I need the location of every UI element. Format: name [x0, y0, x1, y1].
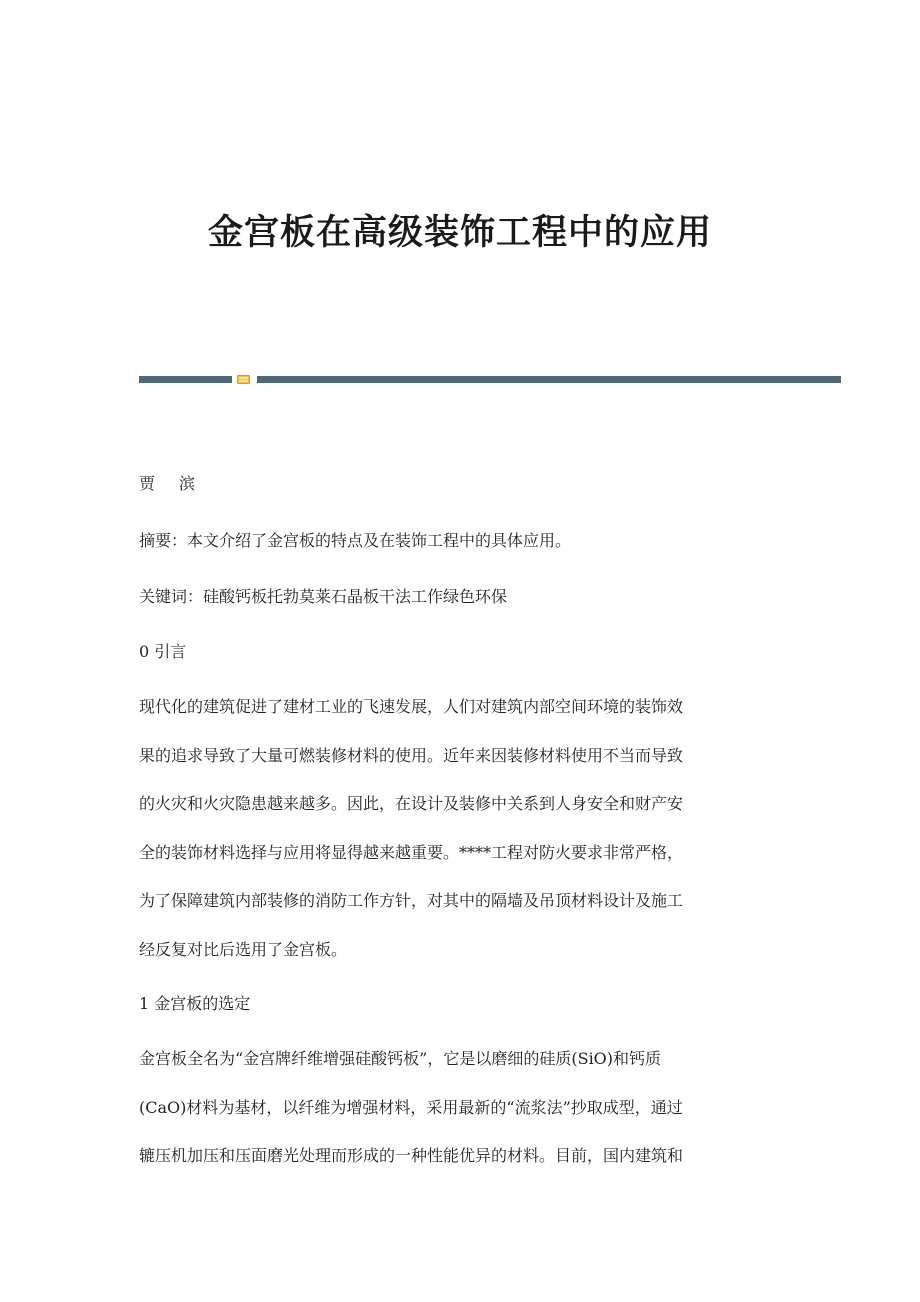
author-surname: 贾: [139, 474, 156, 493]
author-line: [139, 474, 779, 494]
paragraph-line: 辘压机加压和压面磨光处理而形成的一种性能优异的材料。目前，国内建筑和: [139, 1146, 684, 1166]
title-divider: [139, 375, 841, 384]
paragraph-line: 全的装饰材料选择与应用将显得越来越重要。****工程对防火要求非常严格，: [139, 842, 684, 862]
paragraph-selection: [139, 1049, 779, 1195]
abstract: 摘要：本文介绍了金宫板的特点及在装饰工程中的具体应用。: [139, 531, 572, 550]
divider-ornament-icon: [237, 375, 250, 384]
author-given-name: 滨: [179, 474, 196, 493]
keywords: 关键词：硅酸钙板托勃莫莱石晶板干法工作绿色环保: [139, 587, 508, 606]
paragraph-line: 为了保障建筑内部装修的消防工作方针，对其中的隔墙及吊顶材料设计及施工: [139, 891, 684, 911]
section-heading-introduction: 0 引言: [139, 642, 187, 661]
paragraph-line: 果的追求导致了大量可燃装修材料的使用。近年来因装修材料使用不当而导致: [139, 745, 684, 765]
paragraph-line: 金宫板全名为“金宫牌纤维增强硅酸钙板”，它是以磨细的硅质(SiO)和钙质: [139, 1049, 662, 1068]
section-heading-selection: 1 金宫板的选定: [139, 994, 251, 1013]
paragraph-line: (CaO)材料为基材，以纤维为增强材料，采用最新的“流浆法”抄取成型，通过: [139, 1097, 683, 1117]
paragraph-line: 现代化的建筑促进了建材工业的飞速发展，人们对建筑内部空间环境的装饰效: [139, 697, 684, 716]
document-title: 金宫板在高级装饰工程中的应用: [207, 212, 712, 253]
paragraph-line: 经反复对比后选用了金宫板。: [139, 939, 348, 959]
paragraph-line: 的火灾和火灾隐患越来越多。因此，在设计及装修中关系到人身安全和财产安: [139, 794, 684, 814]
divider-bar-left: [139, 376, 232, 383]
paragraph-introduction: [139, 697, 779, 989]
divider-bar-right: [257, 376, 841, 383]
